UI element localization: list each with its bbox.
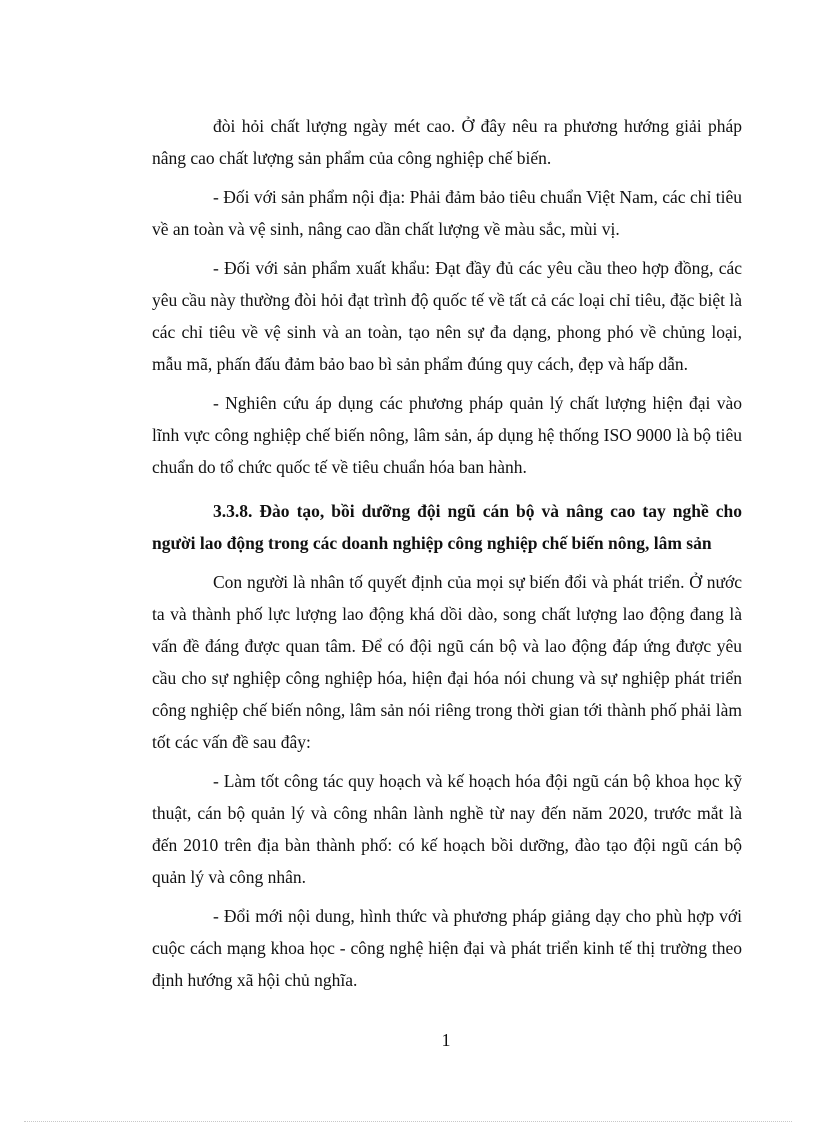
document-body (152, 110, 742, 1003)
section-heading: 3.3.8. Đào tạo, bồi dưỡng đội ngũ cán bộ và nâng cao tay nghề cho người lao động trong các doanh nghiệp công nghiệp chế biến nông, lâm sản (152, 501, 742, 553)
paragraph-quality-management: - Nghiên cứu áp dụng các phương pháp quản lý chất lượng hiện đại vào lĩnh vực công nghiệp chế biến nông, lâm sản, áp dụng hệ thống ISO 9000 là bộ tiêu chuẩn do tổ chức quốc tế về tiêu chuẩn hóa ban hành. (152, 393, 742, 477)
paragraph-human-factor: Con người là nhân tố quyết định của mọi sự biến đổi và phát triển. Ở nước ta và thành phố lực lượng lao động khá dồi dào, song chất lượng lao động đang là vấn đề đáng được quan tâm. Để có đội ngũ cán bộ và lao động đáp ứng được yêu cầu cho sự nghiệp công nghiệp hóa, hiện đại hóa nói chung và sự nghiệp phát triển công nghiệp chế biến nông, lâm sản nói riêng trong thời gian tới thành phố phải làm tốt các vấn đề sau đây: (152, 572, 742, 752)
paragraph-planning: - Làm tốt công tác quy hoạch và kế hoạch hóa đội ngũ cán bộ khoa học kỹ thuật, cán bộ quản lý và công nhân lành nghề từ nay đến năm 2020, trước mắt là đến 2010 trên địa bàn thành phố: có kế hoạch bồi dưỡng, đào tạo đội ngũ cán bộ quản lý và công nhân. (152, 771, 742, 887)
paragraph-export-products: - Đối với sản phẩm xuất khẩu: Đạt đầy đủ các yêu cầu theo hợp đồng, các yêu cầu này thường đòi hỏi đạt trình độ quốc tế về tất cả các loại chỉ tiêu, đặc biệt là các chỉ tiêu về vệ sinh và an toàn, tạo nên sự đa dạng, phong phó về chủng loại, mẫu mã, phấn đấu đảm bảo bao bì sản phẩm đúng quy cách, đẹp và hấp dẫn. (152, 258, 742, 374)
page-number: 1 (441, 1030, 451, 1050)
paragraph-teaching-reform: - Đổi mới nội dung, hình thức và phương pháp giảng dạy cho phù hợp với cuộc cách mạng khoa học - công nghệ hiện đại và phát triển kinh tế thị trường theo định hướng xã hội chủ nghĩa. (152, 906, 742, 990)
page-bottom-divider (24, 1121, 792, 1122)
paragraph-quality-intro: đòi hỏi chất lượng ngày mét cao. Ở đây nêu ra phương hướng giải pháp nâng cao chất lượng sản phẩm của công nghiệp chế biến. (152, 116, 742, 168)
paragraph-domestic-products: - Đối với sản phẩm nội địa: Phải đảm bảo tiêu chuẩn Việt Nam, các chỉ tiêu về an toàn và vệ sinh, nâng cao dần chất lượng về màu sắc, mùi vị. (152, 187, 742, 239)
